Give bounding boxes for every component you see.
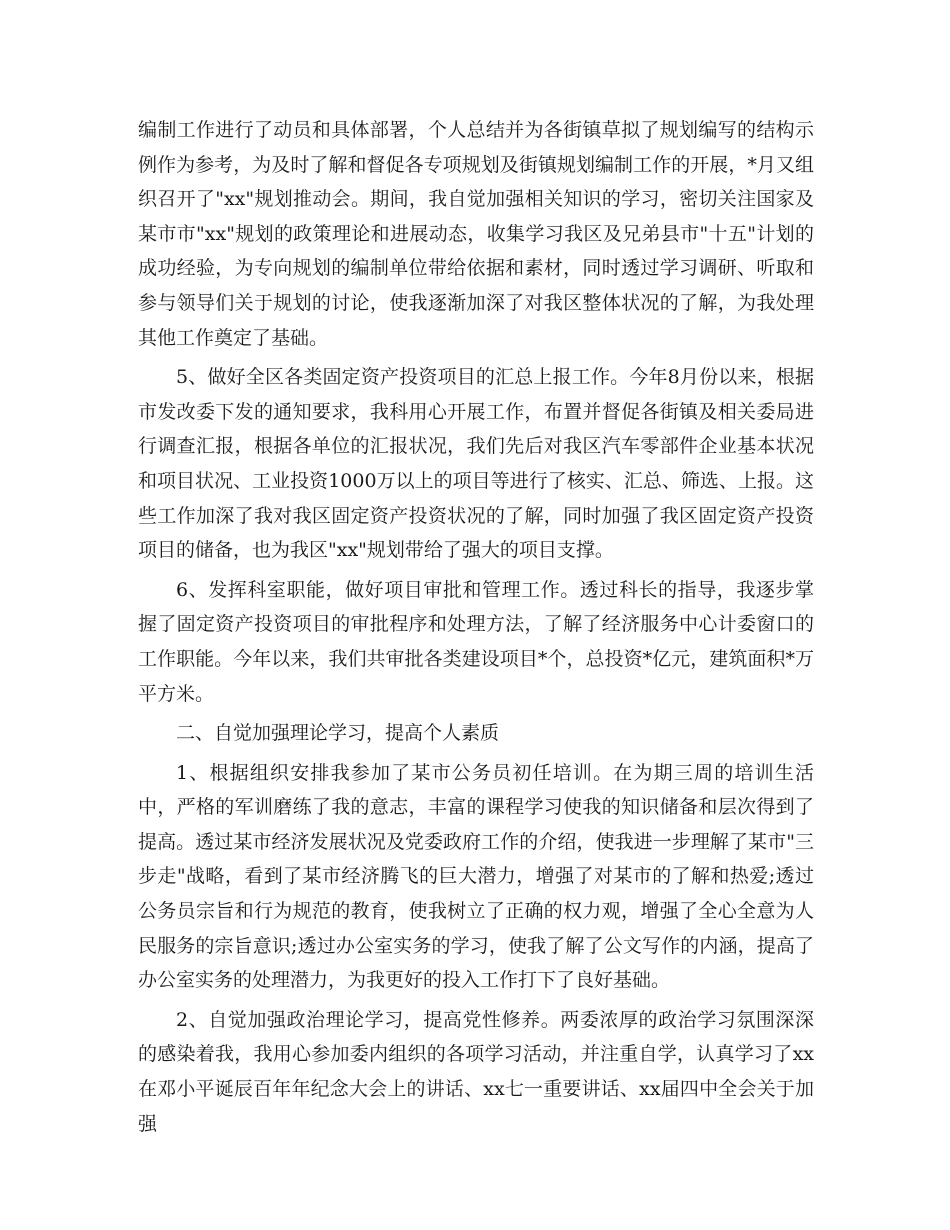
paragraph-item-5: 5、做好全区各类固定资产投资项目的汇总上报工作。今年8月份以来，根据市发改委下发的通知要求，我科用心开展工作，布置并督促各街镇及相关委局进行调查汇报，根据各单位的汇报状况，我们先后对我区汽车零部件企业基本状况和项目状况、工业投资1000万以上的项目等进行了核实、汇总、筛选、上报。这些工作加深了我对我区固定资产投资状况的了解，同时加强了我区固定资产投资项目的储备，也为我区"xx"规划带给了强大的项目支撑。 — [138, 366, 814, 562]
section-heading-theory-study: 二、自觉加强理论学习，提高个人素质 — [176, 722, 500, 745]
paragraph-item-1-training: 1、根据组织安排我参加了某市公务员初任培训。在为期三周的培训生活中，严格的军训磨练了我的意志，丰富的课程学习使我的知识储备和层次得到了提高。透过某市经济发展状况及党委政府工作的介绍，使我进一步理解了某市"三步走"战略，看到了某市经济腾飞的巨大潜力，增强了对某市的了解和热爱;透过公务员宗旨和行为规范的教育，使我树立了正确的权力观，增强了全心全意为人民服务的宗旨意识;透过办公室实务的学习，使我了解了公文写作的内涵，提高了办公室实务的处理潜力，为我更好的投入工作打下了良好基础。 — [138, 761, 814, 992]
paragraph-planning-work: 编制工作进行了动员和具体部署，个人总结并为各街镇草拟了规划编写的结构示例作为参考，为及时了解和督促各专项规划及街镇规划编制工作的开展，*月又组织召开了"xx"规划推动会。期间，我自觉加强相关知识的学习，密切关注国家及某市市"xx"规划的政策理论和进展动态，收集学习我区及兄弟县市"十五"计划的成功经验，为专向规划的编制单位带给依据和素材，同时透过学习调研、听取和参与领导们关于规划的讨论，使我逐渐加深了对我区整体状况的了解，为我处理其他工作奠定了基础。 — [138, 119, 814, 349]
paragraph-item-6: 6、发挥科室职能，做好项目审批和管理工作。透过科长的指导，我逐步掌握了固定资产投资项目的审批程序和处理方法，了解了经济服务中心计委窗口的工作职能。今年以来，我们共审批各类建设项目*个，总投资*亿元，建筑面积*万平方米。 — [138, 578, 814, 705]
document-body — [138, 113, 814, 1146]
paragraph-item-2-political-study: 2、自觉加强政治理论学习，提高党性修养。两委浓厚的政治学习氛围深深的感染着我，我用心参加委内组织的各项学习活动，并注重自学，认真学习了xx在邓小平诞辰百年年纪念大会上的讲话、xx七一重要讲话、xx届四中全会关于加强 — [138, 1008, 814, 1135]
